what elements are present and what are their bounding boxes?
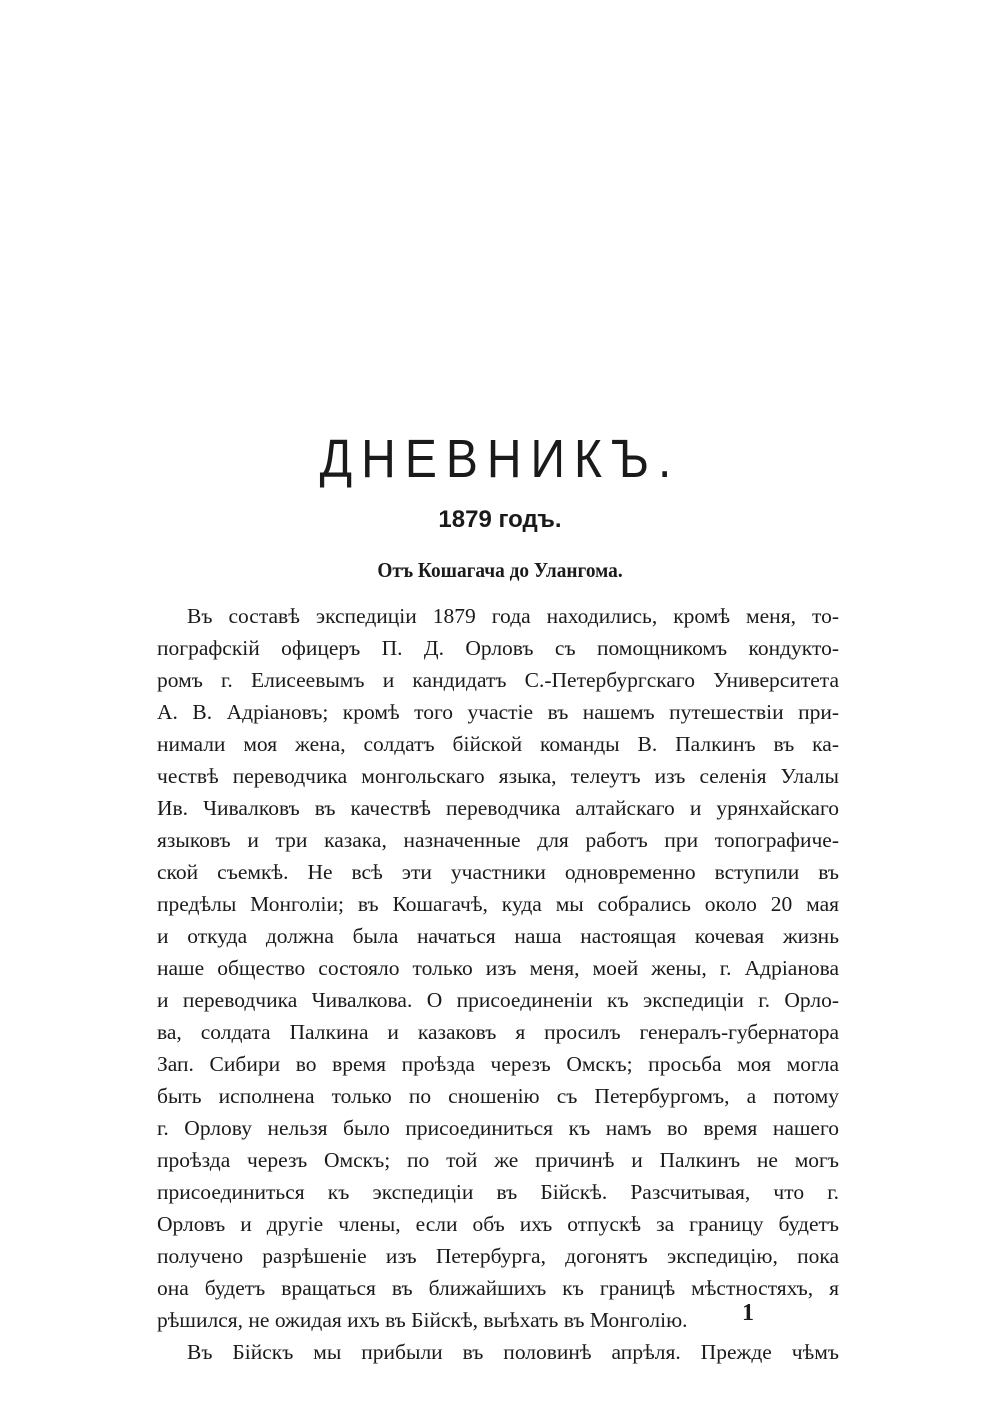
text-line: ромъ г. Елисеевымъ и кандидатъ С.-Петербургскаго Университета <box>157 668 839 692</box>
text-line: наше общество состояло только изъ меня, моей жены, г. Адріанова <box>157 956 839 980</box>
text-line: Зап. Сибири во время проѣзда черезъ Омскъ; просьба моя могла <box>157 1052 839 1076</box>
text-line: пографскій офицеръ П. Д. Орловъ съ помощникомъ кондукто- <box>157 636 839 660</box>
text-line: она будетъ вращаться въ ближайшихъ къ границѣ мѣстностяхъ, я <box>157 1276 839 1300</box>
text-line: ской съемкѣ. Не всѣ эти участники одновременно вступили въ <box>157 860 839 884</box>
text-line: языковъ и три казака, назначенные для работъ при топографиче- <box>157 828 839 852</box>
text-line: Ив. Чивалковъ въ качествѣ переводчика алтайскаго и урянхайскаго <box>157 796 839 820</box>
text-line: Орловъ и другіе члены, если объ ихъ отпускѣ за границу будетъ <box>157 1212 839 1236</box>
body-text <box>157 600 839 1368</box>
text-line: Въ Бійскъ мы прибыли въ половинѣ апрѣля. Прежде чѣмъ <box>187 1340 839 1364</box>
text-line: и переводчика Чивалкова. О присоединеніи къ экспедиціи г. Орло- <box>157 988 839 1012</box>
year-heading: 1879 годъ. <box>438 506 562 533</box>
text-line: чествѣ переводчика монгольскаго языка, телеутъ изъ селенія Улалы <box>157 764 839 788</box>
page-number: 1 <box>742 1300 754 1326</box>
text-line: рѣшился, не ожидая ихъ въ Бійскѣ, выѣхать въ Монголію. <box>157 1308 688 1332</box>
text-line: нимали моя жена, солдатъ бійской команды В. Палкинъ въ ка- <box>157 732 839 756</box>
text-line: А. В. Адріановъ; кромѣ того участіе въ нашемъ путешествіи при- <box>157 700 839 724</box>
text-line: получено разрѣшеніе изъ Петербурга, догонятъ экспедицію, пока <box>157 1244 839 1268</box>
text-line: предѣлы Монголіи; въ Кошагачѣ, куда мы собрались около 20 мая <box>157 892 839 916</box>
page-title: ДНЕВНИКЪ. <box>319 429 681 490</box>
text-line: г. Орлову нельзя было присоединиться къ намъ во время нашего <box>157 1116 839 1140</box>
text-line: присоединиться къ экспедиціи въ Бійскѣ. Разсчитывая, что г. <box>157 1180 839 1204</box>
section-heading: Отъ Кошагача до Улангома. <box>377 558 623 582</box>
text-line: ва, солдата Палкина и казаковъ я просилъ генералъ-губернатора <box>157 1020 839 1044</box>
text-line: проѣзда черезъ Омскъ; по той же причинѣ и Палкинъ не могъ <box>157 1148 839 1172</box>
text-line: быть исполнена только по сношенію съ Петербургомъ, а потому <box>157 1084 839 1108</box>
text-line: и откуда должна была начаться наша настоящая кочевая жизнь <box>157 924 839 948</box>
text-line: Въ составѣ экспедиціи 1879 года находились, кромѣ меня, то- <box>187 604 839 628</box>
